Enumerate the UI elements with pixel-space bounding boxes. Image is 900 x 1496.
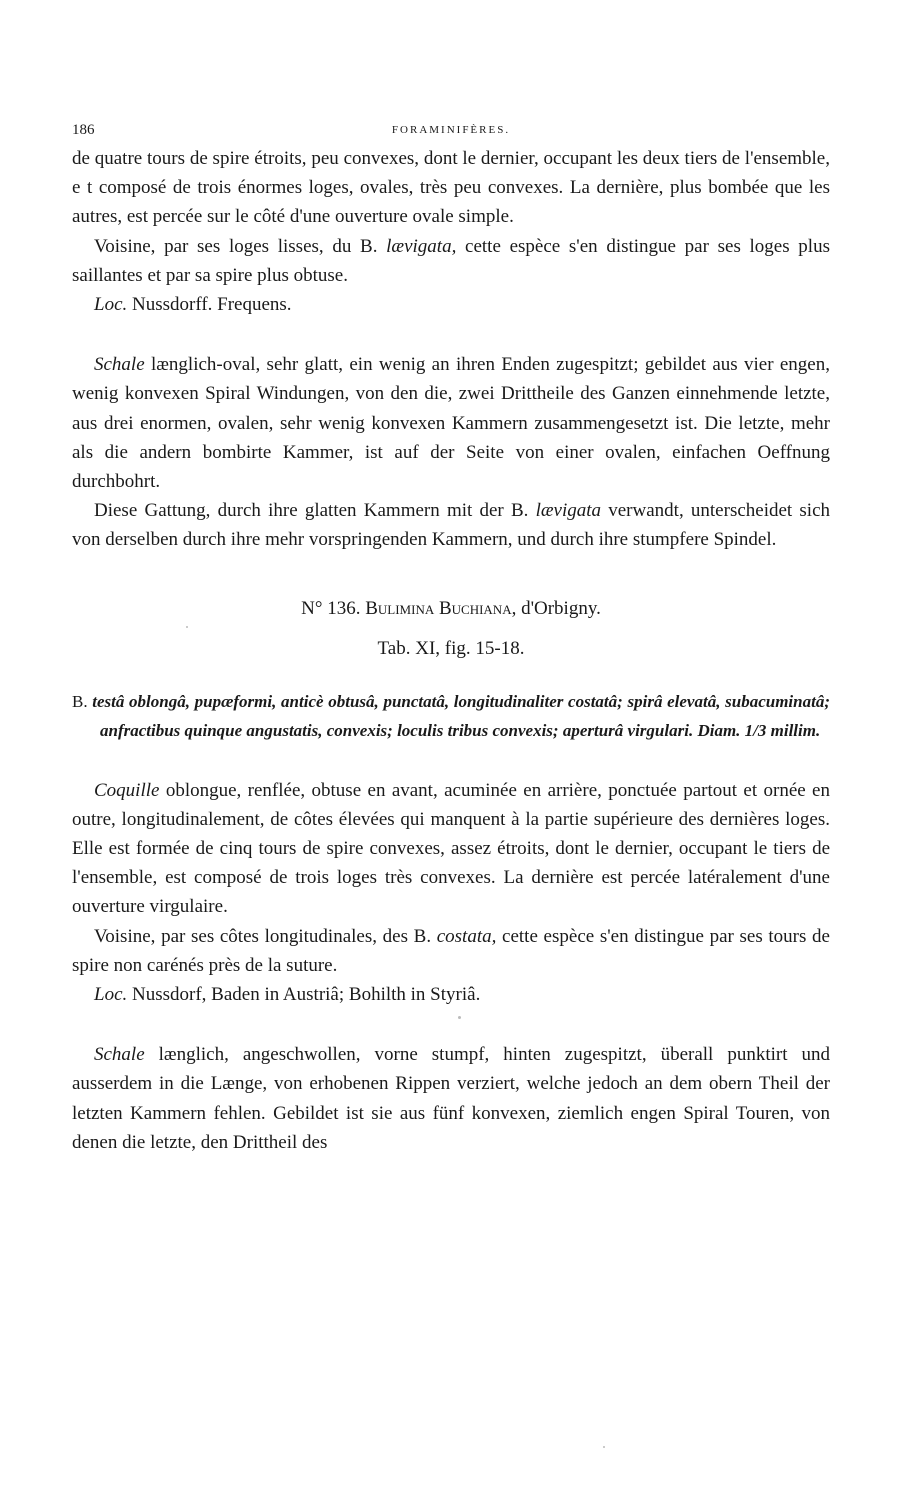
paragraph-fr-voisine-2: Voisine, par ses côtes longitudinales, des B. costata, cette espèce s'en distingue par ses tours de spire non carénés près de la suture. — [72, 925, 830, 976]
loc-label: Loc. — [94, 294, 128, 316]
running-header — [72, 122, 830, 144]
paragraph-fr-voisine: Voisine, par ses loges lisses, du B. lævigata, cette espèce s'en distingue par ses loges plus saillantes et par sa spire plus obtuse. — [72, 235, 830, 286]
species-name: lævigata — [535, 500, 602, 522]
paragraph-fr-description: Coquille oblongue, renflée, obtuse en avant, acuminée en arrière, ponctuée partout et ornée en outre, longitudinalement, de côtes élevées qui manquent à la partie supérieure des dernières loges. Elle est formée de cinq tours de spire convexes, assez étroits, dont le dernier, occupant le tiers de l'ensemble, est composé de trois loges très convexes. La dernière est percée latéralement d'une ouverture virgulaire. — [72, 779, 830, 918]
loc-label: Loc. — [94, 984, 128, 1006]
document-page — [72, 122, 830, 1157]
schale-label: Schale — [94, 354, 145, 376]
species-name: costata, — [436, 925, 497, 947]
paper-speck — [186, 626, 188, 628]
paragraph-de-comparison: Diese Gattung, durch ihre glatten Kammern mit der B. lævigata verwandt, unterscheidet sich von derselben durch ihre mehr vorspringenden Kammern, und durch ihre stumpfere Spindel. — [72, 500, 831, 551]
species-name: lævigata, — [386, 235, 457, 257]
schale-label: Schale — [94, 1044, 145, 1066]
paragraph-fr-continuation: de quatre tours de spire étroits, peu convexes, dont le dernier, occupant les deux tiers de l'ensemble, e t composé de trois énormes loges, ovales, très peu convexes. La dernière, plus bombée que les autres, est percée sur le côté d'une ouverture ovale simple. — [72, 148, 830, 228]
species-heading: N° 136. Bulimina Buchiana, d'Orbigny. — [301, 597, 601, 619]
paragraph-de-description-2: Schale længlich, angeschwollen, vorne stumpf, hinten zugespitzt, überall punktirt und ausserdem in die Længe, von erhobenen Rippen verziert, welche jedoch an dem obern Theil der letzten Kammern fehlen. Gebildet ist sie aus fünf konvexen, ziemlich engen Spiral Touren, von denen die letzte, den Drittheil des — [72, 1044, 830, 1153]
paragraph-fr-locality: Loc. Nussdorff. Frequens. — [94, 294, 292, 316]
coquille-label: Coquille — [94, 779, 160, 801]
page-number: 186 — [72, 122, 95, 138]
paragraph-de-description: Schale længlich-oval, sehr glatt, ein wenig an ihren Enden zugespitzt; gebildet aus vier engen, wenig konvexen Spiral Windungen, von den die, zwei Drittheile des Ganzen einnehmende letzte, aus drei enormen, ovalen, sehr wenig konvexen Kammern zusammengesetzt ist. Die letzte, mehr als die andern bombirte Kammer, ist auf der Seite von einer ovalen, einfachen Oeffnung durchbohrt. — [72, 354, 830, 493]
latin-diagnosis: B. testâ oblongâ, pupæformi, anticè obtusâ, punctatâ, longitudinaliter costatâ; spirâ elevatâ, subacuminatâ; anfractibus quinque angustatis, convexis; loculis tribus convexis; aperturâ virgulari. Diam. 1/3 millim. — [72, 691, 830, 740]
running-title: FORAMINIFÈRES. — [391, 124, 511, 136]
paper-speck — [458, 1016, 461, 1019]
plate-reference: Tab. XI, fig. 15-18. — [377, 637, 525, 659]
paragraph-fr-locality-2: Loc. Nussdorf, Baden in Austriâ; Bohilth in Styriâ. — [94, 984, 481, 1006]
paper-speck — [603, 1446, 605, 1448]
